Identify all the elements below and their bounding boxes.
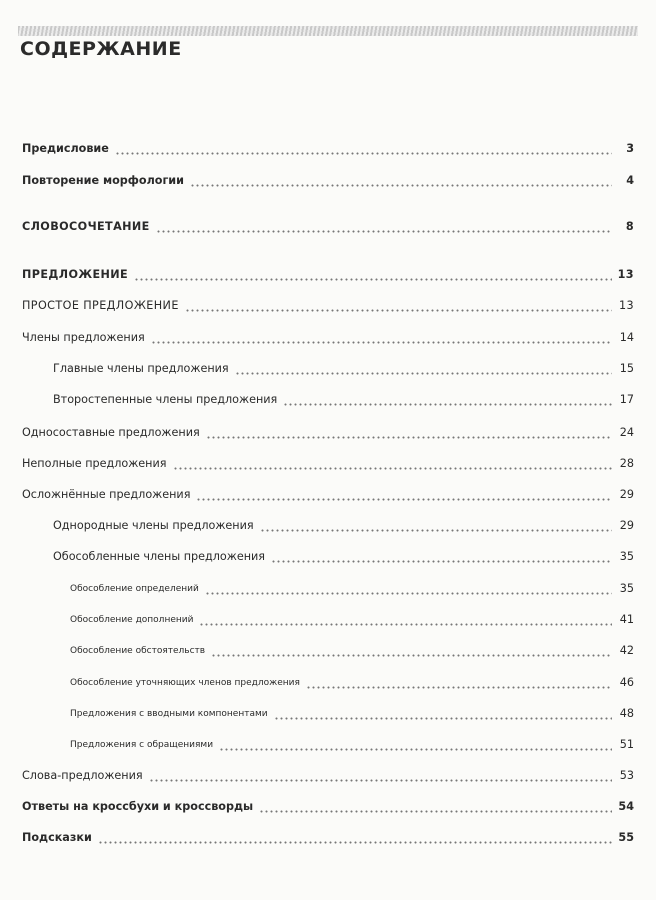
toc-entry[interactable] (70, 640, 634, 658)
toc-entry[interactable] (70, 734, 634, 752)
toc-entry[interactable] (22, 484, 634, 502)
dot-leader (190, 177, 612, 187)
dot-leader (274, 710, 612, 720)
toc-entry[interactable] (22, 216, 634, 234)
toc-entry-page: 17 (619, 393, 634, 406)
toc-entry-label: Предложения с обращениями (70, 740, 214, 750)
toc-entry-page: 24 (619, 426, 634, 439)
toc-entry[interactable] (70, 703, 634, 721)
toc-entry-page: 51 (619, 738, 634, 751)
toc-entry-page: 42 (619, 644, 634, 657)
dot-leader (211, 647, 612, 657)
toc-entry-label: Обособленные члены предложения (53, 550, 266, 563)
dot-leader (199, 616, 612, 626)
dot-leader (151, 334, 612, 344)
toc-entry[interactable] (22, 170, 634, 188)
toc-entry-page: 35 (619, 582, 634, 595)
toc-entry-label: Ответы на кроссбухи и кроссворды (22, 800, 254, 813)
dot-leader (134, 271, 612, 281)
dot-leader (306, 679, 612, 689)
dot-leader (260, 522, 612, 532)
page-title: СОДЕРЖАНИЕ (20, 38, 182, 60)
toc-entry-label: Обособление обстоятельств (70, 646, 206, 656)
dot-leader (156, 223, 612, 233)
dot-leader (115, 145, 612, 155)
toc-entry-page: 4 (626, 174, 634, 187)
toc-entry-page: 46 (619, 676, 634, 689)
dot-leader (173, 460, 613, 470)
toc-entry-page: 48 (619, 707, 634, 720)
toc-entry[interactable] (22, 422, 634, 440)
toc-entry-label: Осложнённые предложения (22, 488, 191, 501)
toc-entry[interactable] (22, 327, 634, 345)
toc-entry-label: Предисловие (22, 142, 109, 155)
toc-entry[interactable] (70, 609, 634, 627)
toc-entry[interactable] (22, 264, 634, 282)
dot-leader (205, 585, 612, 595)
toc-entry-label: ПРЕДЛОЖЕНИЕ (22, 268, 129, 281)
dot-leader (235, 365, 612, 375)
toc-entry[interactable] (53, 546, 634, 564)
dot-leader (196, 491, 612, 501)
toc-entry-page: 3 (626, 142, 634, 155)
toc-entry[interactable] (22, 295, 634, 313)
toc-entry[interactable] (70, 672, 634, 690)
toc-entry-label: Обособление определений (70, 584, 199, 594)
toc-entry-label: Подсказки (22, 831, 92, 844)
toc-entry-label: Однородные члены предложения (53, 519, 254, 532)
toc-entry-label: Повторение морфологии (22, 174, 184, 187)
dot-leader (206, 429, 612, 439)
toc-entry[interactable] (22, 827, 634, 845)
toc-entry-page: 29 (619, 519, 634, 532)
toc-entry-label: Односоставные предложения (22, 426, 200, 439)
toc-entry-label: Главные члены предложения (53, 362, 229, 375)
toc-entry[interactable] (53, 358, 634, 376)
toc-entry[interactable] (70, 578, 634, 596)
toc-entry[interactable] (22, 138, 634, 156)
dot-leader (283, 396, 612, 406)
toc-entry-label: Обособление дополнений (70, 615, 194, 625)
toc-entry-page: 13 (617, 268, 634, 281)
toc-entry-page: 54 (618, 800, 634, 813)
dot-leader (98, 834, 612, 844)
toc-entry-label: СЛОВОСОЧЕТАНИЕ (22, 220, 150, 233)
dot-leader (219, 741, 612, 751)
toc-entry-label: Слова-предложения (22, 769, 143, 782)
toc-entry-page: 13 (618, 299, 634, 312)
toc-entry[interactable] (22, 765, 634, 783)
toc-entry-label: Обособление уточняющих членов предложения (70, 678, 300, 688)
toc-entry-label: Второстепенные члены предложения (53, 393, 278, 406)
toc-entry-label: Члены предложения (22, 331, 145, 344)
toc-entry-page: 15 (619, 362, 634, 375)
dot-leader (149, 772, 612, 782)
dot-leader (259, 803, 612, 813)
toc-entry[interactable] (53, 389, 634, 407)
toc-entry-label: ПРОСТОЕ ПРЕДЛОЖЕНИЕ (22, 299, 179, 312)
toc-entry-page: 41 (619, 613, 634, 626)
toc-entry-page: 55 (618, 831, 634, 844)
toc-entry-page: 35 (619, 550, 634, 563)
toc-entry-page: 8 (625, 220, 634, 233)
dot-leader (271, 553, 612, 563)
toc-entry-page: 14 (619, 331, 634, 344)
toc-entry-page: 53 (619, 769, 634, 782)
dot-leader (185, 302, 612, 312)
toc-entry-page: 29 (619, 488, 634, 501)
toc-entry[interactable] (22, 796, 634, 814)
toc-entry-page: 28 (619, 457, 634, 470)
toc-entry-label: Предложения с вводными компонентами (70, 709, 268, 719)
toc-entry[interactable] (22, 453, 634, 471)
toc-entry-label: Неполные предложения (22, 457, 167, 470)
toc-entry[interactable] (53, 515, 634, 533)
